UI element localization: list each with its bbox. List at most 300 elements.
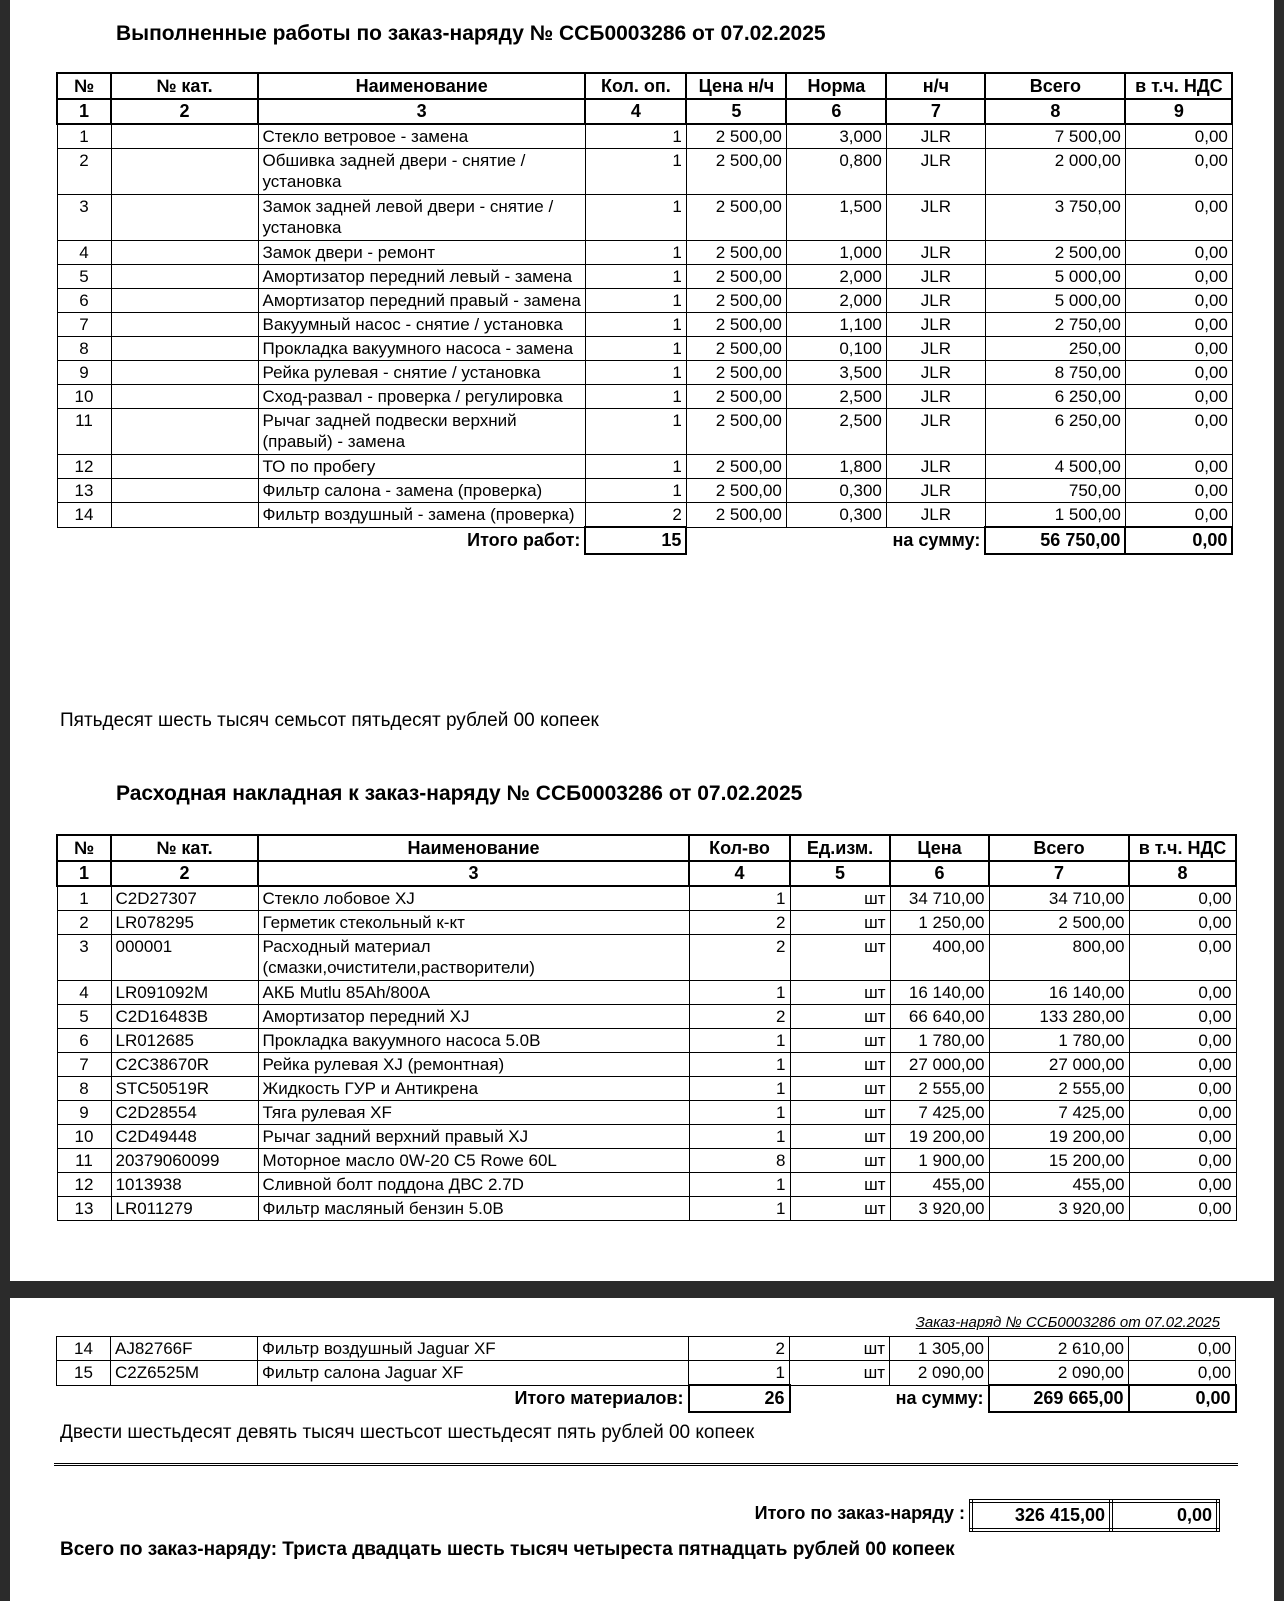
works-table-cell: 2,500 — [786, 385, 886, 409]
materials-table-row — [57, 935, 1236, 981]
works-table-cell: 7 — [57, 313, 111, 337]
works-table-cell — [111, 289, 258, 313]
materials-table-cell: 3 920,00 — [989, 1197, 1129, 1221]
materials-table-cell: 1013938 — [111, 1173, 258, 1197]
materials-colnum-cell: 3 — [258, 861, 689, 886]
materials-table-cell: 6 — [57, 1029, 111, 1053]
works-table-cell: Рейка рулевая - снятие / установка — [258, 361, 585, 385]
works-table-cell: 0,00 — [1125, 337, 1232, 361]
works-table-cell: 1 — [585, 265, 686, 289]
materials-table-cell: 19 200,00 — [890, 1125, 989, 1149]
works-table-cell: 3,000 — [786, 124, 886, 149]
materials-table-row — [57, 1101, 1236, 1125]
materials-table-cell: шт — [790, 1337, 890, 1361]
materials-table-row — [57, 1077, 1236, 1101]
materials-table-row — [57, 886, 1236, 911]
works-table-cell — [111, 124, 258, 149]
works-table-row — [57, 409, 1232, 455]
works-table-cell: 1 — [585, 385, 686, 409]
works-table-cell: 0,00 — [1125, 503, 1232, 528]
works-header-cell: Цена н/ч — [686, 73, 786, 99]
works-table-cell — [111, 455, 258, 479]
works-table-row — [57, 479, 1232, 503]
works-table-cell: 1 500,00 — [985, 503, 1125, 528]
materials-table-cell: шт — [790, 1125, 890, 1149]
materials-header-cell: Всего — [989, 835, 1129, 861]
materials-table-cell: 2 555,00 — [890, 1077, 989, 1101]
works-table-cell: 0,00 — [1125, 124, 1232, 149]
materials-table-cell: 11 — [57, 1149, 111, 1173]
works-table-cell: 2 500,00 — [686, 195, 786, 241]
materials-table-row — [57, 911, 1236, 935]
works-table-row — [57, 289, 1232, 313]
works-table-cell — [111, 241, 258, 265]
works-table-cell: JLR — [886, 479, 985, 503]
materials-table-cell: Жидкость ГУР и Антикрена — [258, 1077, 689, 1101]
materials-table-cell: 15 200,00 — [989, 1149, 1129, 1173]
works-table-cell — [111, 195, 258, 241]
materials-table-cell: 2 610,00 — [989, 1337, 1129, 1361]
materials-table-cell: 2 500,00 — [989, 911, 1129, 935]
works-table-row — [57, 313, 1232, 337]
materials-table-cell: 1 — [689, 1053, 790, 1077]
grand-total-vat: 0,00 — [1111, 1501, 1218, 1530]
works-table-cell: 2,000 — [786, 265, 886, 289]
works-table-cell: 5 — [57, 265, 111, 289]
works-total-vat: 0,00 — [1125, 527, 1232, 554]
materials-table-cell: 0,00 — [1129, 981, 1236, 1005]
works-table-cell: JLR — [886, 149, 985, 195]
materials-table-cell: 400,00 — [890, 935, 989, 981]
materials-table-cell: 7 — [57, 1053, 111, 1077]
materials-table-cell: Амортизатор передний XJ — [258, 1005, 689, 1029]
works-table-cell: 2 — [57, 149, 111, 195]
materials-table-row — [57, 1173, 1236, 1197]
works-table-cell — [111, 385, 258, 409]
works-table-cell: Обшивка задней двери - снятие / установка — [258, 149, 585, 195]
materials-table-cell: шт — [790, 1005, 890, 1029]
works-header-cell: в т.ч. НДС — [1125, 73, 1232, 99]
works-table-cell: JLR — [886, 385, 985, 409]
materials-table-cell: 0,00 — [1129, 1337, 1236, 1361]
materials-table-cell: шт — [790, 1101, 890, 1125]
works-table-cell: 0,300 — [786, 479, 886, 503]
works-table-cell: 1,800 — [786, 455, 886, 479]
works-table-cell: 2 500,00 — [686, 241, 786, 265]
works-table-cell: 8 — [57, 337, 111, 361]
works-colnum-cell: 3 — [258, 99, 585, 124]
materials-table-cell: 27 000,00 — [890, 1053, 989, 1077]
materials-table-cell: AJ82766F — [111, 1337, 258, 1361]
works-table-cell: 4 — [57, 241, 111, 265]
materials-table-cell: шт — [790, 886, 890, 911]
materials-table-cell: Сливной болт поддона ДВС 2.7D — [258, 1173, 689, 1197]
grand-total-words: Всего по заказ-наряду: Триста двадцать шесть тысяч четыреста пятнадцать рублей 00 копеек — [60, 1539, 955, 1560]
works-colnum-cell: 1 — [57, 99, 111, 124]
works-table-cell: 5 000,00 — [985, 265, 1125, 289]
materials-table-cell: 3 920,00 — [890, 1197, 989, 1221]
materials-table-cell: C2D49448 — [111, 1125, 258, 1149]
materials-table-cell: 1 780,00 — [989, 1029, 1129, 1053]
works-colnum-cell: 6 — [786, 99, 886, 124]
materials-table-cell: 1 — [689, 1173, 790, 1197]
materials-table-cell: 34 710,00 — [890, 886, 989, 911]
works-table-cell: 2 500,00 — [686, 265, 786, 289]
materials-table-cell: 800,00 — [989, 935, 1129, 981]
materials-table-cell: 7 425,00 — [890, 1101, 989, 1125]
materials-table-cell: 15 — [57, 1361, 111, 1386]
works-table-row — [57, 385, 1232, 409]
materials-header-cell: Цена — [890, 835, 989, 861]
works-table-cell: 250,00 — [985, 337, 1125, 361]
works-title: Выполненные работы по заказ-наряду № ССБ0003286 от 07.02.2025 — [116, 22, 826, 45]
works-table-row — [57, 124, 1232, 149]
materials-table-cell: 0,00 — [1129, 935, 1236, 981]
works-table-cell: 6 250,00 — [985, 409, 1125, 455]
materials-table-cell: шт — [790, 1029, 890, 1053]
works-table-cell: 3 — [57, 195, 111, 241]
works-header-cell: № — [57, 73, 111, 99]
materials-table-row — [57, 1053, 1236, 1077]
materials-table-cell: 10 — [57, 1125, 111, 1149]
materials-table-row — [57, 1029, 1236, 1053]
materials-colnum-cell: 7 — [989, 861, 1129, 886]
works-table-row — [57, 337, 1232, 361]
materials-table-cell: C2D16483B — [111, 1005, 258, 1029]
works-table-cell: 11 — [57, 409, 111, 455]
materials-table-cell: C2D28554 — [111, 1101, 258, 1125]
works-table-cell: JLR — [886, 124, 985, 149]
works-header-cell: Наименование — [258, 73, 585, 99]
page2-header-note: Заказ-наряд № ССБ0003286 от 07.02.2025 — [915, 1314, 1220, 1331]
materials-table-cell: 0,00 — [1129, 911, 1236, 935]
materials-table-cell: 1 900,00 — [890, 1149, 989, 1173]
document-page-1 — [10, 0, 1274, 1281]
grand-total-table — [56, 1499, 1220, 1532]
materials-header-cell: в т.ч. НДС — [1129, 835, 1236, 861]
materials-table-cell: 0,00 — [1129, 1005, 1236, 1029]
materials-table-cell: 7 425,00 — [989, 1101, 1129, 1125]
grand-total-row — [56, 1501, 1218, 1530]
materials-table-cell: Тяга рулевая XF — [258, 1101, 689, 1125]
works-table-cell: 0,00 — [1125, 361, 1232, 385]
works-table-cell: Стекло ветровое - замена — [258, 124, 585, 149]
materials-table-cell: 8 — [57, 1077, 111, 1101]
materials-table-cell: 455,00 — [890, 1173, 989, 1197]
works-table-cell: 9 — [57, 361, 111, 385]
materials-table-cell: C2C38670R — [111, 1053, 258, 1077]
materials-table-cell: STC50519R — [111, 1077, 258, 1101]
works-table-cell: JLR — [886, 337, 985, 361]
works-table-cell: JLR — [886, 455, 985, 479]
materials-table-cell: шт — [790, 1361, 890, 1386]
materials-table-cell: 4 — [57, 981, 111, 1005]
materials-table-cell: LR078295 — [111, 911, 258, 935]
materials-colnum-cell: 1 — [57, 861, 111, 886]
materials-table-cell: Фильтр салона Jaguar XF — [258, 1361, 689, 1386]
works-table-cell: 2,000 — [786, 289, 886, 313]
works-table-cell: 7 500,00 — [985, 124, 1125, 149]
works-table-cell: 2 — [585, 503, 686, 528]
works-colnum-row — [57, 99, 1232, 124]
materials-table-cell: 66 640,00 — [890, 1005, 989, 1029]
materials-colnum-cell: 6 — [890, 861, 989, 886]
materials-table-cell: Стекло лобовое XJ — [258, 886, 689, 911]
works-table-cell: 2 500,00 — [686, 337, 786, 361]
works-table-cell: 2 500,00 — [686, 455, 786, 479]
materials-table-cell: Фильтр масляный бензин 5.0B — [258, 1197, 689, 1221]
materials-table-cell: 5 — [57, 1005, 111, 1029]
materials-table-row — [57, 1125, 1236, 1149]
works-table-row — [57, 195, 1232, 241]
works-header-row — [57, 73, 1232, 99]
materials-table-row — [57, 1005, 1236, 1029]
materials-table-cell: 0,00 — [1129, 1173, 1236, 1197]
materials-table-cell: 1 305,00 — [890, 1337, 989, 1361]
works-table-cell: JLR — [886, 289, 985, 313]
materials-table-continued — [56, 1336, 1237, 1413]
works-total-row — [57, 527, 1232, 554]
materials-table-cell: Фильтр воздушный Jaguar XF — [258, 1337, 689, 1361]
materials-table-cell: 2 — [689, 1337, 790, 1361]
materials-table-cell: Рейка рулевая XJ (ремонтная) — [258, 1053, 689, 1077]
materials-table-cell: 9 — [57, 1101, 111, 1125]
works-table-cell — [111, 409, 258, 455]
materials-table-cell: шт — [790, 1053, 890, 1077]
materials-colnum-cell: 4 — [689, 861, 790, 886]
works-table-cell: 1 — [585, 313, 686, 337]
works-table-cell: 750,00 — [985, 479, 1125, 503]
materials-colnum-cell: 5 — [790, 861, 890, 886]
materials-table-cell: шт — [790, 1077, 890, 1101]
materials-table-row — [57, 1197, 1236, 1221]
works-table-cell: 3 750,00 — [985, 195, 1125, 241]
works-total-sum: 56 750,00 — [985, 527, 1125, 554]
materials-table-row — [57, 1361, 1236, 1386]
works-table-cell: 2 500,00 — [686, 479, 786, 503]
materials-table-cell: 27 000,00 — [989, 1053, 1129, 1077]
materials-table-cell: 133 280,00 — [989, 1005, 1129, 1029]
works-table-cell: JLR — [886, 361, 985, 385]
works-header-cell: Норма — [786, 73, 886, 99]
works-colnum-cell: 2 — [111, 99, 258, 124]
materials-sum-label: на сумму: — [895, 1387, 984, 1408]
materials-table-cell: Моторное масло 0W-20 C5 Rowe 60L — [258, 1149, 689, 1173]
materials-table-cell: шт — [790, 935, 890, 981]
works-table-cell: Фильтр воздушный - замена (проверка) — [258, 503, 585, 528]
works-table-cell: 2 500,00 — [686, 149, 786, 195]
works-table-cell: 1 — [585, 455, 686, 479]
works-table-cell: 1 — [585, 409, 686, 455]
materials-table-cell: 2 090,00 — [989, 1361, 1129, 1386]
materials-table-cell: 1 — [689, 1101, 790, 1125]
materials-total-sum: 269 665,00 — [989, 1385, 1129, 1412]
materials-table-row — [57, 1149, 1236, 1173]
works-table-cell: 0,00 — [1125, 241, 1232, 265]
materials-table-cell: 20379060099 — [111, 1149, 258, 1173]
materials-table-cell: 1 — [689, 1077, 790, 1101]
materials-table-cell: шт — [790, 981, 890, 1005]
works-table-cell: 1 — [585, 124, 686, 149]
materials-table-cell: шт — [790, 1149, 890, 1173]
works-table — [56, 72, 1233, 555]
materials-table-cell: Герметик стекольный к-кт — [258, 911, 689, 935]
materials-table-cell: АКБ Mutlu 85Ah/800A — [258, 981, 689, 1005]
works-table-cell: 1,100 — [786, 313, 886, 337]
materials-total-words: Двести шестьдесят девять тысяч шестьсот шестьдесят пять рублей 00 копеек — [60, 1422, 755, 1443]
works-table-cell: 1 — [585, 241, 686, 265]
materials-table-cell: 0,00 — [1129, 1077, 1236, 1101]
works-table-cell: 0,300 — [786, 503, 886, 528]
works-table-cell: JLR — [886, 195, 985, 241]
materials-table-cell: 1 — [689, 886, 790, 911]
works-header-cell: Всего — [985, 73, 1125, 99]
works-table-cell: Замок задней левой двери - снятие / установка — [258, 195, 585, 241]
document-page-2 — [10, 1298, 1274, 1601]
works-table-cell: Амортизатор передний левый - замена — [258, 265, 585, 289]
materials-colnum-cell: 8 — [1129, 861, 1236, 886]
works-table-cell: 1 — [585, 337, 686, 361]
materials-table — [56, 834, 1237, 1221]
materials-title: Расходная накладная к заказ-наряду № ССБ0003286 от 07.02.2025 — [116, 782, 803, 805]
materials-table-cell: 0,00 — [1129, 1149, 1236, 1173]
materials-table-cell: 0,00 — [1129, 1029, 1236, 1053]
works-table-cell: JLR — [886, 265, 985, 289]
materials-table-cell: 1 780,00 — [890, 1029, 989, 1053]
works-table-cell: 2 500,00 — [686, 361, 786, 385]
grand-total-sum: 326 415,00 — [971, 1501, 1111, 1530]
materials-table-cell: 2 — [689, 911, 790, 935]
works-table-row — [57, 241, 1232, 265]
materials-total-qty: 26 — [689, 1385, 790, 1412]
materials-table-cell: 2 — [57, 911, 111, 935]
works-table-cell: 6 250,00 — [985, 385, 1125, 409]
materials-header-cell: № — [57, 835, 111, 861]
works-table-row — [57, 503, 1232, 528]
works-table-cell: 0,00 — [1125, 195, 1232, 241]
works-table-cell: 0,00 — [1125, 149, 1232, 195]
works-table-cell: 2 500,00 — [686, 313, 786, 337]
materials-header-cell: Наименование — [258, 835, 689, 861]
works-table-cell: 1,000 — [786, 241, 886, 265]
works-table-cell: 0,800 — [786, 149, 886, 195]
materials-table-cell: 1 — [689, 1029, 790, 1053]
materials-table-cell: шт — [790, 911, 890, 935]
works-total-qty: 15 — [585, 527, 686, 554]
materials-table-cell: 13 — [57, 1197, 111, 1221]
works-table-cell — [111, 313, 258, 337]
materials-table-cell: 1 250,00 — [890, 911, 989, 935]
materials-table-cell: 455,00 — [989, 1173, 1129, 1197]
works-sum-label: на сумму: — [892, 529, 981, 550]
materials-table-cell: 2 555,00 — [989, 1077, 1129, 1101]
materials-table-cell: 0,00 — [1129, 1197, 1236, 1221]
works-table-cell: 0,00 — [1125, 385, 1232, 409]
works-table-cell: 0,00 — [1125, 289, 1232, 313]
materials-table-cell: Прокладка вакуумного насоса 5.0B — [258, 1029, 689, 1053]
materials-table-cell: LR091092M — [111, 981, 258, 1005]
materials-colnum-row — [57, 861, 1236, 886]
works-table-cell — [111, 149, 258, 195]
materials-table-cell: 2 — [689, 935, 790, 981]
materials-table-cell: 0,00 — [1129, 1361, 1236, 1386]
works-table-cell: Фильтр салона - замена (проверка) — [258, 479, 585, 503]
materials-table-cell: Рычаг задний верхний правый XJ — [258, 1125, 689, 1149]
works-table-cell: Сход-развал - проверка / регулировка — [258, 385, 585, 409]
materials-header-cell: Ед.изм. — [790, 835, 890, 861]
materials-table-cell: 16 140,00 — [890, 981, 989, 1005]
works-table-cell — [111, 479, 258, 503]
works-table-cell — [111, 361, 258, 385]
works-table-cell: 2 500,00 — [686, 385, 786, 409]
works-table-cell: JLR — [886, 313, 985, 337]
materials-table-cell: 1 — [57, 886, 111, 911]
materials-table-cell: 1 — [689, 1197, 790, 1221]
works-table-row — [57, 455, 1232, 479]
materials-table-cell: Расходный материал (смазки,очистители,растворители) — [258, 935, 689, 981]
works-table-cell: 0,00 — [1125, 455, 1232, 479]
materials-table-cell: шт — [790, 1197, 890, 1221]
materials-table-cell: 1 — [689, 981, 790, 1005]
materials-header-cell: № кат. — [111, 835, 258, 861]
materials-table-cell: 8 — [689, 1149, 790, 1173]
materials-table-cell: 0,00 — [1129, 1125, 1236, 1149]
works-table-cell: 2 500,00 — [686, 124, 786, 149]
works-table-cell: Замок двери - ремонт — [258, 241, 585, 265]
works-table-cell: 1 — [585, 361, 686, 385]
works-table-cell — [111, 337, 258, 361]
materials-table-cell: C2D27307 — [111, 886, 258, 911]
materials-table-cell: 12 — [57, 1173, 111, 1197]
works-table-row — [57, 149, 1232, 195]
works-table-cell: 0,100 — [786, 337, 886, 361]
works-table-cell: Вакуумный насос - снятие / установка — [258, 313, 585, 337]
works-colnum-cell: 9 — [1125, 99, 1232, 124]
materials-table-cell: 0,00 — [1129, 886, 1236, 911]
works-table-cell: 1 — [585, 289, 686, 313]
works-table-cell: 2 500,00 — [985, 241, 1125, 265]
materials-table-cell: 2 — [689, 1005, 790, 1029]
materials-table-row — [57, 1337, 1236, 1361]
works-table-cell — [111, 503, 258, 528]
materials-table-cell: 2 090,00 — [890, 1361, 989, 1386]
works-table-cell: 4 500,00 — [985, 455, 1125, 479]
materials-table-cell: 16 140,00 — [989, 981, 1129, 1005]
materials-header-cell: Кол-во — [689, 835, 790, 861]
materials-table-cell: 0,00 — [1129, 1053, 1236, 1077]
works-header-cell: Кол. оп. — [585, 73, 686, 99]
works-table-cell: JLR — [886, 241, 985, 265]
works-table-cell: 1,500 — [786, 195, 886, 241]
works-table-cell: 0,00 — [1125, 313, 1232, 337]
materials-table-cell: 0,00 — [1129, 1101, 1236, 1125]
works-table-cell: 6 — [57, 289, 111, 313]
works-table-cell: Рычаг задней подвески верхний (правый) - замена — [258, 409, 585, 455]
materials-table-cell: 1 — [689, 1125, 790, 1149]
materials-table-cell: 3 — [57, 935, 111, 981]
works-table-cell: 3,500 — [786, 361, 886, 385]
works-table-cell: 12 — [57, 455, 111, 479]
works-table-cell — [111, 265, 258, 289]
materials-table-cell: C2Z6525M — [111, 1361, 258, 1386]
works-table-cell: 1 — [57, 124, 111, 149]
works-table-cell: 14 — [57, 503, 111, 528]
materials-header-row — [57, 835, 1236, 861]
works-table-row — [57, 361, 1232, 385]
works-table-cell: Амортизатор передний правый - замена — [258, 289, 585, 313]
works-table-cell: 2 500,00 — [686, 409, 786, 455]
materials-total-label: Итого материалов: — [514, 1387, 684, 1408]
